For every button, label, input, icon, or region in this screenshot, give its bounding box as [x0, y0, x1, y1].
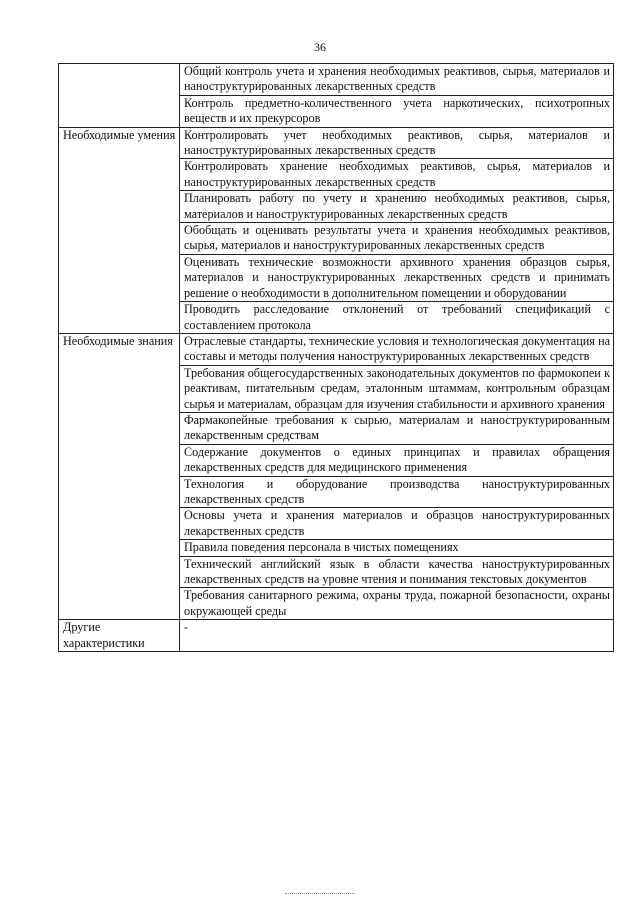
requirement-item: Проводить расследование отклонений от требований спецификаций с составлением протокола: [180, 302, 614, 334]
requirement-item: Общий контроль учета и хранения необходимых реактивов, сырья, материалов и наноструктурированных лекарственных средств: [180, 64, 614, 96]
requirement-item: Требования санитарного режима, охраны труда, пожарной безопасности, охраны окружающей среды: [180, 588, 614, 620]
requirement-item: Контролировать учет необходимых реактивов, сырья, материалов и наноструктурированных лекарственных средств: [180, 127, 614, 159]
requirement-item: Контролировать хранение необходимых реактивов, сырья, материалов и наноструктурированных лекарственных средств: [180, 159, 614, 191]
section-label: [59, 64, 180, 128]
requirement-item: Обобщать и оценивать результаты учета и хранения необходимых реактивов, сырья, материалов и наноструктурированных лекарственных средств: [180, 223, 614, 255]
requirement-item: Оценивать технические возможности архивного хранения образцов сырья, материалов и наноструктурированных лекарственных средств и принимать решение о необходимости в дополнительном помещении и оборудовании: [180, 254, 614, 301]
requirement-item: Правила поведения персонала в чистых помещениях: [180, 540, 614, 556]
requirement-item: Технология и оборудование производства наноструктурированных лекарственных средств: [180, 476, 614, 508]
competency-table: [58, 63, 614, 652]
requirement-item: Отраслевые стандарты, технические условия и технологическая документация на составы и методы получения наноструктурированных лекарственных средств: [180, 333, 614, 365]
section-label: Необходимые умения: [59, 127, 180, 333]
page-number: 36: [314, 40, 326, 54]
table-row: [59, 333, 614, 365]
requirement-item: Требования общегосударственных законодательных документов по фармокопеи к реактивам, питательным средам, эталонным штаммам, контрольным образцам сырья и материалам, образцам для изучения стабильности и архивного хранения: [180, 365, 614, 412]
requirement-item: -: [180, 620, 614, 652]
scan-artifact: [285, 893, 355, 896]
section-label: Другие характеристики: [59, 620, 180, 652]
requirement-item: Содержание документов о единых принципах и правилах обращения лекарственных средств для медицинского применения: [180, 444, 614, 476]
table-row: [59, 64, 614, 96]
table-row: [59, 620, 614, 652]
requirement-item: Фармакопейные требования к сырью, материалам и наноструктурированным лекарственным средствам: [180, 412, 614, 444]
requirement-item: Контроль предметно-количественного учета наркотических, психотропных веществ и их прекурсоров: [180, 95, 614, 127]
requirement-item: Планировать работу по учету и хранению необходимых реактивов, сырья, материалов и наноструктурированных лекарственных средств: [180, 191, 614, 223]
section-label: Необходимые знания: [59, 333, 180, 619]
requirement-item: Основы учета и хранения материалов и образцов наноструктурированных лекарственных средств: [180, 508, 614, 540]
requirement-item: Технический английский язык в области качества наноструктурированных лекарственных средств на уровне чтения и понимания текстовых документов: [180, 556, 614, 588]
table-row: [59, 127, 614, 159]
